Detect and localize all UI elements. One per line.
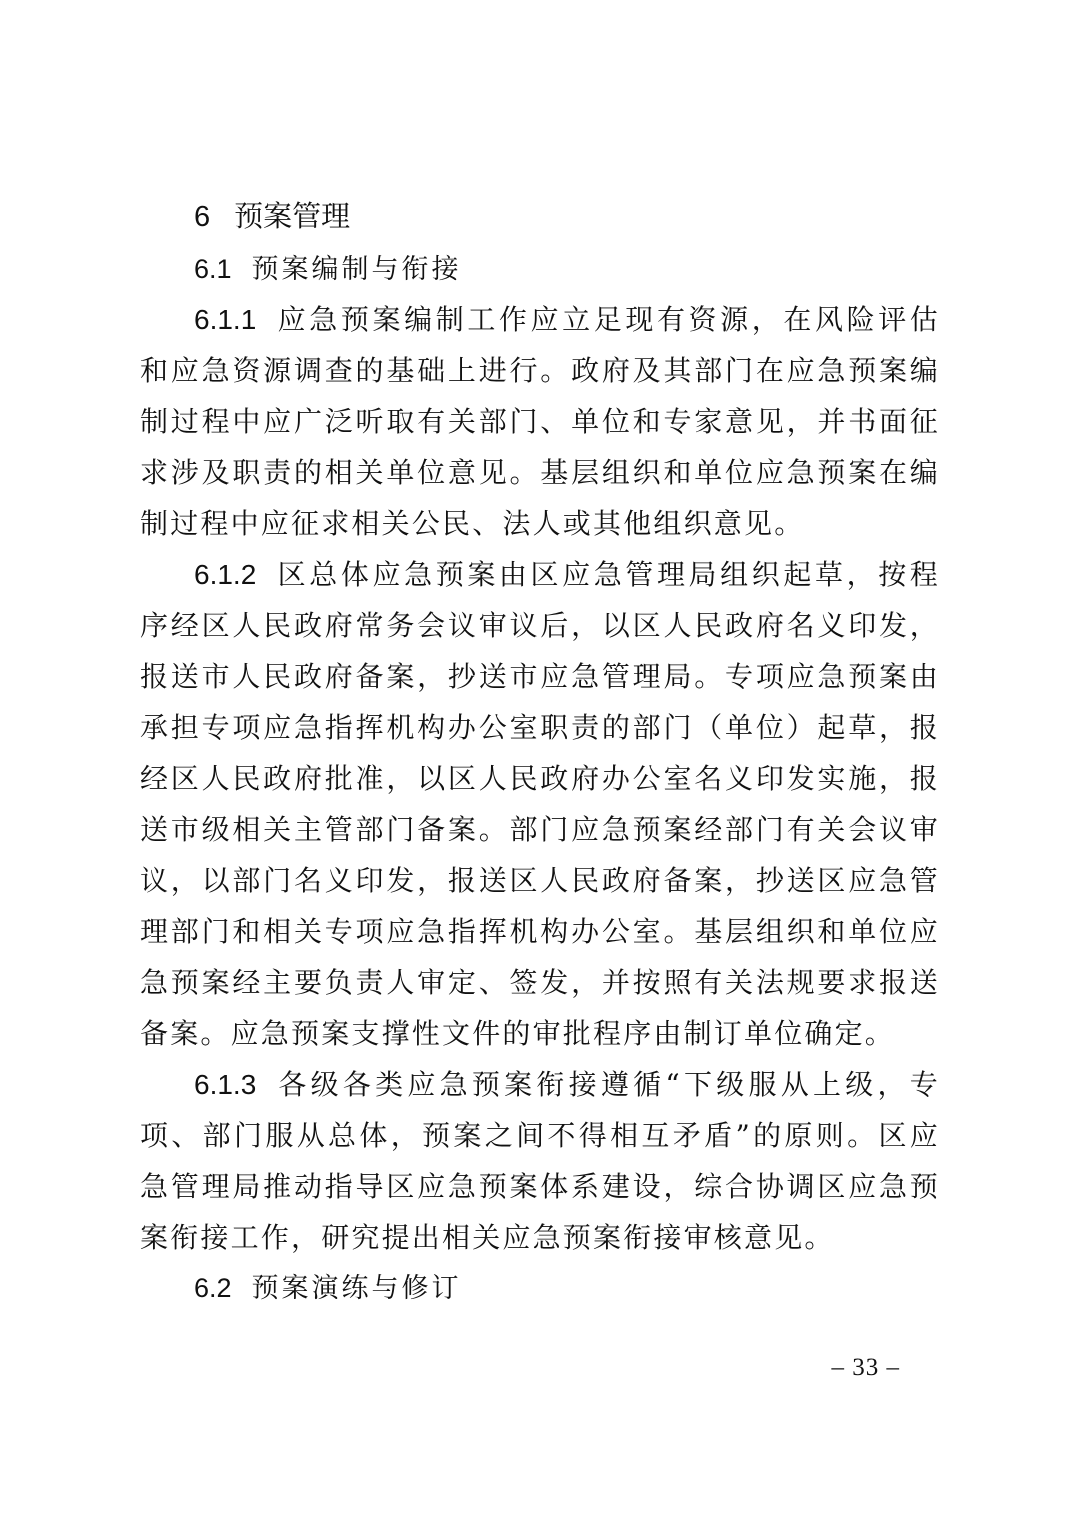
subsection-heading-6-1 [140, 244, 940, 294]
paragraph-number: 6.1.2 [194, 559, 257, 590]
subsection-number: 6.1 [194, 254, 232, 284]
paragraph-text: 区总体应急预案由区应急管理局组织起草，按程序经区人民政府常务会议审议后，以区人民政府名义印发，报送市人民政府备案，抄送市应急管理局。专项应急预案由承担专项应急指挥机构办公室职责的部门（单位）起草，报经区人民政府批准，以区人民政府办公室名义印发实施，报送市级相关主管部门备案。部门应急预案经部门有关会议审议，以部门名义印发，报送区人民政府备案，抄送区应急管理部门和相关专项应急指挥机构办公室。基层组织和单位应急预案经主要负责人审定、签发，并按照有关法规要求报送备案。应急预案支撑性文件的审批程序由制订单位确定。 [140, 558, 940, 1050]
paragraph-6-1-2 [140, 549, 940, 1059]
paragraph-text: 各级各类应急预案衔接遵循“下级服从上级，专项、部门服从总体，预案之间不得相互矛盾”的原则。区应急管理局推动指导区应急预案体系建设，综合协调区应急预案衔接工作，研究提出相关应急预案衔接审核意见。 [140, 1068, 940, 1254]
paragraph-6-1-3 [140, 1059, 940, 1263]
section-number: 6 [194, 201, 211, 233]
subsection-heading-6-2 [140, 1263, 940, 1313]
paragraph-number: 6.1.1 [194, 304, 257, 335]
section-heading [140, 192, 940, 240]
subsection-title: 预案演练与修订 [251, 1273, 462, 1304]
section-title: 预案管理 [234, 199, 351, 233]
paragraph-6-1-1 [140, 294, 940, 549]
document-body [140, 192, 940, 1313]
paragraph-text: 应急预案编制工作应立足现有资源，在风险评估和应急资源调查的基础上进行。政府及其部门在应急预案编制过程中应广泛听取有关部门、单位和专家意见，并书面征求涉及职责的相关单位意见。基层组织和单位应急预案在编制过程中应征求相关公民、法人或其他组织意见。 [140, 303, 940, 540]
paragraph-number: 6.1.3 [194, 1069, 257, 1100]
subsection-number: 6.2 [194, 1273, 232, 1303]
subsection-title: 预案编制与衔接 [251, 254, 462, 285]
page-number: – 33 – [831, 1354, 900, 1381]
